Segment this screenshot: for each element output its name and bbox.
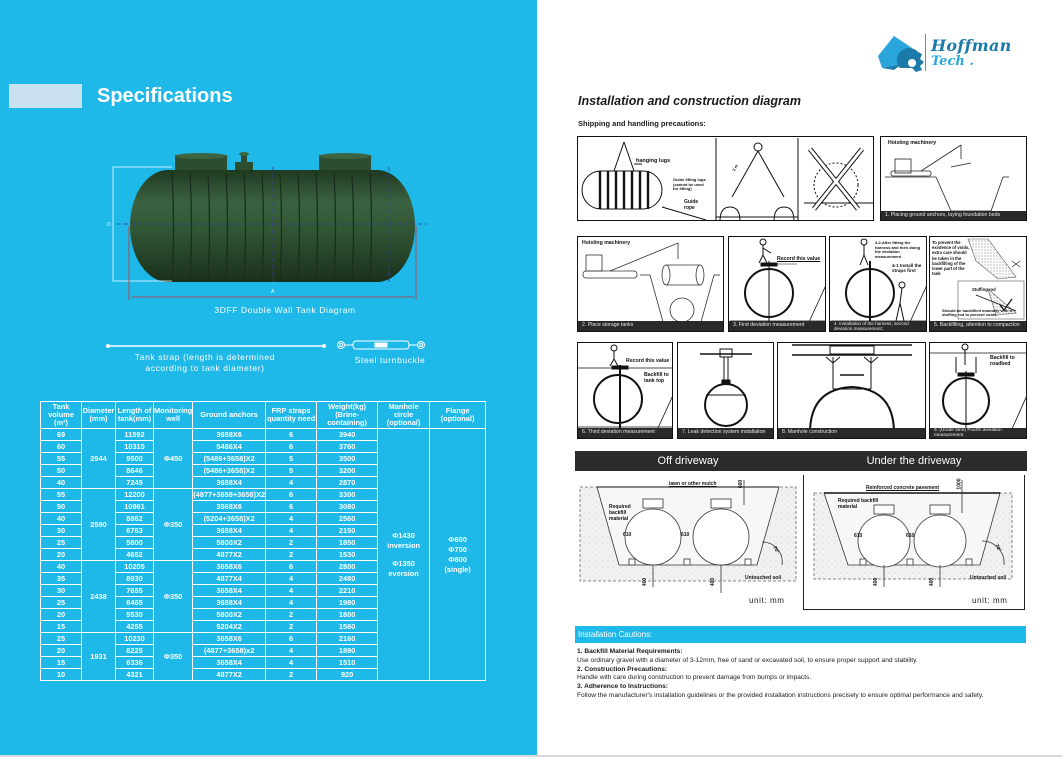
column-header [317, 402, 378, 429]
cell-diameter: 1931 [82, 633, 116, 681]
cell-frp-straps: 2 [266, 537, 317, 549]
step-6-caption: 6. Third deviation measurement [578, 428, 672, 438]
off-backfill-line-1: Required [609, 504, 631, 510]
off-driveway-backfill-label [609, 504, 631, 522]
tank-strap-icon [106, 344, 326, 348]
step-4-caption: 4. Installation of the harness, second deviation measurement; [830, 321, 926, 331]
step-4-label-a-line-1: 4-2.After fitting the [875, 240, 911, 245]
column-header-line-2: well [166, 414, 181, 423]
column-header-line-1: Ground anchors [200, 410, 258, 419]
flange-option: Φ700 [448, 544, 467, 554]
column-header-line-2: (optional) [440, 414, 475, 423]
guide-lugs-line-1: Guide lifting lugs [673, 177, 706, 182]
off-driveway-dim-bottom-2: 400 [710, 577, 717, 587]
off-driveway-dim-bottom-1: 400 [642, 577, 649, 587]
column-header [41, 402, 82, 429]
cell-monitoring-well: Φ450 [154, 429, 193, 489]
caution-3-heading: 3. Adherence to Instructions: [577, 683, 668, 691]
cell-ground-anchors: 3658X4 [193, 585, 266, 597]
under-driveway-header: Under the driveway [801, 451, 1027, 471]
step-3-caption: 3. First deviation measurement [729, 321, 825, 331]
tank-diagram-caption: 3DFF Double Wall Tank Diagram [214, 305, 356, 315]
cell-ground-anchors: 5800X2 [193, 609, 266, 621]
off-driveway-drawing [577, 475, 799, 610]
off-driveway-dim-mid: 610 [681, 532, 690, 538]
cell-manhole-circle [378, 429, 430, 681]
cell-frp-straps: 5 [266, 465, 317, 477]
step-8-caption: 8. Manhole construction [778, 428, 925, 438]
cell-length: 4321 [116, 669, 154, 681]
cell-ground-anchors: (4877+3658+3658)X2 [193, 490, 266, 499]
off-backfill-line-2: backfill [609, 510, 627, 516]
cell-tank-volume: 15 [41, 621, 82, 633]
column-header-line-2: quantity need [267, 414, 316, 423]
cell-frp-straps: 4 [266, 657, 317, 669]
step-1-caption: 1. Placing ground anchors, laying foundation beds [881, 211, 1026, 220]
caution-2-heading: 2. Construction Precautions: [577, 665, 668, 673]
logo-text-tech: Tech . [931, 54, 974, 69]
cell-length: 10315 [116, 441, 154, 453]
cell-length: 10230 [116, 633, 154, 645]
step-5-label [932, 240, 969, 276]
cell-weight: 2480 [317, 573, 378, 585]
column-header-line-2: (optional) [386, 418, 421, 427]
table-row [41, 429, 486, 441]
manhole-option: Φ1350 [392, 558, 415, 568]
cell-monitoring-well: Φ350 [154, 633, 193, 681]
cell-frp-straps: 2 [266, 549, 317, 561]
cell-ground-anchors: (5204+3658)X2 [193, 513, 266, 525]
step-5-note [942, 309, 1012, 318]
step-5-label-line-5: backfilling of the [932, 260, 966, 266]
cell-length: 5800 [116, 537, 154, 549]
cell-frp-straps: 5 [266, 453, 317, 465]
cell-weight: 1850 [317, 537, 378, 549]
step-7-caption: 7. Leak detection system installation [678, 428, 773, 438]
step-5-note-line-2: stuffing rod to prevent voids. [942, 312, 998, 318]
cell-weight: 1510 [317, 657, 378, 669]
step-6-backfill-line-2: tank top [644, 378, 665, 384]
step-6-backfill-label [644, 372, 669, 384]
step-7-panel [677, 342, 774, 439]
step-4-label-b-line-2: straps first [892, 268, 916, 273]
strap-caption-line-2: according to tank diameter) [145, 363, 265, 373]
cell-frp-straps: 2 [266, 609, 317, 621]
column-header-line-1: Monitoring [154, 406, 193, 415]
cell-ground-anchors: 4877X2 [193, 549, 266, 561]
cell-frp-straps: 6 [266, 633, 317, 645]
cell-frp-straps: 4 [266, 477, 317, 489]
cell-tank-volume: 40 [41, 561, 82, 573]
step-8-panel [777, 342, 926, 439]
logo-text-hoffman: Hoffman [931, 36, 1012, 55]
step-4-panel [829, 236, 927, 332]
label-distance: 2 m [731, 163, 739, 172]
column-header-line-1: Diameter [82, 406, 115, 415]
step-5-caption: 5. Backfilling, attention to compaction [930, 321, 1026, 331]
column-header-line-1: Length of [117, 406, 152, 415]
under-driveway-dim-mid: 610 [906, 533, 915, 539]
tank-strap-caption [130, 352, 280, 374]
cell-weight: 1530 [317, 549, 378, 561]
step-7-drawing [678, 343, 774, 439]
column-header [266, 402, 317, 429]
step-5-stuffing-label: Stuffing rod [972, 287, 996, 292]
cell-frp-straps: 6 [266, 561, 317, 573]
manhole-option: eversion [388, 568, 419, 578]
strap-caption-line-1: Tank strap (length is determined [134, 352, 276, 362]
column-header [116, 402, 154, 429]
tank-diagram [100, 140, 440, 300]
specifications-title: Specifications [97, 85, 233, 107]
cell-weight: 2560 [317, 513, 378, 525]
cell-length: 12200 [116, 489, 154, 501]
cell-tank-volume: 50 [41, 501, 82, 513]
cell-ground-anchors: (4877+3658)x2 [193, 645, 266, 657]
cell-tank-volume: 50 [41, 465, 82, 477]
cell-ground-anchors: 5204X2 [193, 621, 266, 633]
cell-tank-volume: 55 [41, 489, 82, 501]
cell-weight: 1800 [317, 609, 378, 621]
cell-weight: 3940 [317, 429, 378, 441]
cell-frp-straps: 6 [266, 489, 317, 501]
under-driveway-dim-bottom-2: 400 [929, 577, 936, 587]
off-driveway-dim-top: 600 [738, 479, 745, 489]
caution-3-text: Follow the manufacturer's installation guidelines or the provided installation instructions precisely to ensure optimal performance and safety. [577, 691, 984, 699]
cell-weight: 3200 [317, 465, 378, 477]
cell-frp-straps: 4 [266, 525, 317, 537]
step-5-note-line-1: Should be backfilled manually with a [942, 308, 1012, 313]
column-header [154, 402, 193, 429]
step-5-label-line-6: lower part of the [932, 266, 965, 272]
cell-ground-anchors: 3658X4 [193, 597, 266, 609]
column-header-line-1: FRP straps [271, 406, 311, 415]
cell-ground-anchors: 3658X4 [193, 657, 266, 669]
caution-2-text: Handle with care during construction to prevent damage from bumps or impacts. [577, 674, 812, 682]
step-4-label-a-line-4: measurement [875, 253, 902, 259]
step-5-label-line-1: To prevent the [932, 240, 961, 245]
cell-weight: 3300 [317, 489, 378, 501]
step-4-label-a-line-2: harness and then doing [875, 244, 921, 250]
column-header-line-1: Tank volume [48, 402, 74, 419]
cell-tank-volume: 10 [41, 669, 82, 681]
under-driveway-dim-side: 610 [854, 533, 863, 539]
cell-tank-volume: 20 [41, 609, 82, 621]
column-header-line-1: Flange [445, 406, 470, 415]
step-9-panel [929, 342, 1027, 439]
specifications-table [40, 401, 486, 681]
step-5-panel [929, 236, 1027, 332]
cell-tank-volume: 60 [41, 441, 82, 453]
off-driveway-header: Off driveway [575, 451, 801, 471]
cell-tank-volume: 25 [41, 537, 82, 549]
dimension-a-label: A [271, 289, 275, 295]
cell-weight: 1890 [317, 645, 378, 657]
cell-weight: 1980 [317, 597, 378, 609]
manhole-option: inversion [387, 540, 421, 550]
column-header-line-2: (Brine-containing) [327, 410, 368, 427]
column-header-line-2: (mm) [89, 414, 108, 423]
off-driveway-soil-label: Untouched soil [745, 575, 782, 581]
step-4-label-b-line-1: 4-1 Install the [892, 263, 922, 268]
cell-tank-volume: 25 [41, 633, 82, 645]
step-5-label-line-2: existence of voids, [932, 245, 970, 251]
cell-ground-anchors: 3658X6 [193, 429, 266, 441]
shipping-drawing [578, 137, 874, 221]
step-6-panel [577, 342, 673, 439]
step-4-label-a-line-3: the deviation [875, 249, 900, 255]
turnbuckle-caption: Steel turnbuckle [354, 355, 426, 365]
step-9-label-line-2: roadbed [990, 361, 1011, 367]
flange-option: (single) [444, 564, 471, 574]
cell-length: 5530 [116, 609, 154, 621]
under-driveway-dim-top: 1000 [956, 478, 963, 490]
step-1-label: Hoisting machinery [888, 140, 937, 146]
under-driveway-soil-label: Untouched soil [970, 575, 1007, 581]
cell-tank-volume: 69 [41, 429, 82, 441]
step-9-label [990, 355, 1015, 367]
cell-length: 11592 [116, 429, 154, 441]
column-header [82, 402, 116, 429]
under-driveway-backfill-label [838, 498, 878, 510]
cell-tank-volume: 20 [41, 549, 82, 561]
cell-weight: 3500 [317, 453, 378, 465]
cell-weight: 2160 [317, 633, 378, 645]
under-driveway-top-label: Reinforced concrete pavement [866, 485, 940, 491]
logo-divider [925, 34, 926, 71]
cell-diameter: 2590 [82, 489, 116, 561]
cell-length: 6465 [116, 597, 154, 609]
cell-tank-volume: 30 [41, 525, 82, 537]
label-hanging-lugs: hanging lugs [636, 158, 671, 164]
steel-turnbuckle-icon [338, 341, 425, 349]
column-header-line-2: tank(mm) [117, 414, 152, 423]
off-driveway-angle: 70° [771, 545, 781, 555]
under-driveway-dim-bottom-1: 400 [873, 577, 880, 587]
cell-tank-volume: 25 [41, 597, 82, 609]
cell-frp-straps: 4 [266, 645, 317, 657]
cell-weight: 1560 [317, 621, 378, 633]
cell-length: 8646 [116, 465, 154, 477]
cell-tank-volume: 55 [41, 453, 82, 465]
column-header [378, 402, 430, 429]
cell-length: 8930 [116, 573, 154, 585]
step-6-label: Record this value [626, 358, 670, 364]
off-driveway-diagram [577, 475, 799, 610]
cell-length: 10205 [116, 561, 154, 573]
cell-frp-straps: 4 [266, 597, 317, 609]
cell-length: 8225 [116, 645, 154, 657]
cell-length: 9500 [116, 453, 154, 465]
cell-ground-anchors: 4877X2 [193, 669, 266, 681]
cell-monitoring-well: Φ350 [154, 489, 193, 561]
step-6-backfill-line-1: Backfill to [644, 372, 669, 378]
cell-tank-volume: 35 [41, 573, 82, 585]
cell-flange [430, 429, 486, 681]
guide-lugs-line-2: (cannot be used [673, 181, 704, 187]
step-2-caption: 2. Place storage tanks [578, 321, 723, 331]
off-driveway-top-label: lawn or other mulch [669, 481, 717, 487]
step-3-drawing [729, 237, 826, 332]
column-header [430, 402, 486, 429]
cell-weight: 2210 [317, 585, 378, 597]
cell-length: 6763 [116, 525, 154, 537]
cell-weight: 2150 [317, 525, 378, 537]
under-backfill-line-1: Required backfill [838, 498, 879, 504]
off-driveway-unit: unit: mm [749, 596, 785, 605]
cell-ground-anchors: 5800X2 [193, 537, 266, 549]
step-2-drawing [578, 237, 724, 332]
installation-cautions-header: Installation Cautions: [575, 626, 1026, 643]
step-5-label-line-4: be taken in the [932, 255, 962, 261]
column-header [193, 402, 266, 429]
cell-length: 4255 [116, 621, 154, 633]
step-4-label-b [892, 263, 921, 273]
step-9-label-line-1: Backfill to [990, 355, 1015, 361]
guide-rope-line-1: Guide [684, 199, 699, 205]
off-backfill-line-3: material [609, 516, 629, 522]
step-3-panel [728, 236, 826, 332]
cell-weight: 3080 [317, 501, 378, 513]
column-header-line-2: (m³) [54, 418, 68, 427]
label-guide-lifting-lugs [673, 178, 706, 192]
cell-tank-volume: 40 [41, 477, 82, 489]
step-3-label: Record this value [777, 256, 821, 262]
step-4-label-a [875, 241, 920, 259]
cell-frp-straps: 4 [266, 513, 317, 525]
flange-option: Φ800 [448, 554, 467, 564]
cell-length: 4652 [116, 549, 154, 561]
installation-title: Installation and construction diagram [578, 94, 801, 108]
cell-length: 10961 [116, 501, 154, 513]
cell-weight: 2870 [317, 477, 378, 489]
cell-length: 8862 [116, 513, 154, 525]
cell-ground-anchors: 3658X6 [193, 561, 266, 573]
step-9-caption: 9. (Under lane) Fourth deviation measurement [930, 428, 1026, 438]
installation-cautions-list [577, 648, 1037, 701]
cell-ground-anchors: 3658X4 [193, 525, 266, 537]
cell-ground-anchors: (5486+3658)X2 [193, 465, 266, 477]
cell-weight: 2800 [317, 561, 378, 573]
cell-tank-volume: 40 [41, 513, 82, 525]
cell-diameter: 2438 [82, 561, 116, 633]
under-driveway-angle: 70° [993, 543, 1003, 553]
cell-ground-anchors: (5486+3658)X2 [193, 453, 266, 465]
cell-frp-straps: 6 [266, 429, 317, 441]
hoffman-tech-logo-icon [872, 30, 924, 72]
cell-frp-straps: 2 [266, 669, 317, 681]
cell-frp-straps: 2 [266, 621, 317, 633]
step-2-label: Hoisting machinery [582, 240, 631, 246]
step-2-panel [577, 236, 724, 332]
cell-ground-anchors: 3568X6 [193, 501, 266, 513]
cell-tank-volume: 30 [41, 585, 82, 597]
manhole-option: Φ1430 [392, 530, 415, 540]
step-1-panel [880, 136, 1027, 221]
step-5-label-line-7: tank [932, 271, 941, 277]
flange-option: Φ600 [448, 534, 467, 544]
cell-monitoring-well: Φ350 [154, 561, 193, 633]
cell-frp-straps: 6 [266, 441, 317, 453]
cell-frp-straps: 4 [266, 585, 317, 597]
cell-tank-volume: 20 [41, 645, 82, 657]
step-1-drawing [881, 137, 1027, 221]
column-header-line-1: Manhole circle [388, 402, 419, 419]
off-driveway-dim-side: 610 [623, 532, 632, 538]
cell-weight: 920 [317, 669, 378, 681]
shipping-handling-illustration [577, 136, 874, 221]
guide-lugs-line-3: for lifting) [673, 186, 692, 191]
cell-ground-anchors: 3658X6 [193, 633, 266, 645]
cell-diameter: 2944 [82, 429, 116, 489]
label-guide-rope [684, 199, 698, 211]
caution-1-text: Use ordinary gravel with a diameter of 3-12mm, free of sand or excavated soil, to ensure proper support and stability. [577, 656, 918, 664]
column-header-line-1: Weight(kg) [328, 402, 367, 411]
step-5-label-line-3: extra care should [932, 250, 967, 256]
cell-weight: 3760 [317, 441, 378, 453]
cell-ground-anchors: 3658X4 [193, 477, 266, 489]
section-label-box [9, 84, 82, 108]
step-8-drawing [778, 343, 926, 439]
guide-rope-line-2: rope [684, 205, 695, 211]
under-driveway-unit: unit: mm [972, 596, 1008, 605]
cell-length: 6336 [116, 657, 154, 669]
under-backfill-line-2: material [838, 504, 858, 510]
cell-length: 7245 [116, 477, 154, 489]
shipping-precautions-title: Shipping and handling precautions: [578, 119, 706, 128]
under-driveway-diagram [803, 475, 1025, 610]
cell-frp-straps: 6 [266, 501, 317, 513]
table-header-row [41, 402, 486, 429]
cell-frp-straps: 4 [266, 573, 317, 585]
caution-1-heading: 1. Backfill Material Requirements: [577, 648, 683, 655]
dimension-d-label: D [107, 222, 111, 228]
cell-tank-volume: 15 [41, 657, 82, 669]
cell-ground-anchors: 4877X4 [193, 573, 266, 585]
under-driveway-drawing [804, 475, 1024, 609]
cell-length: 7655 [116, 585, 154, 597]
cell-ground-anchors: 5486X4 [193, 441, 266, 453]
